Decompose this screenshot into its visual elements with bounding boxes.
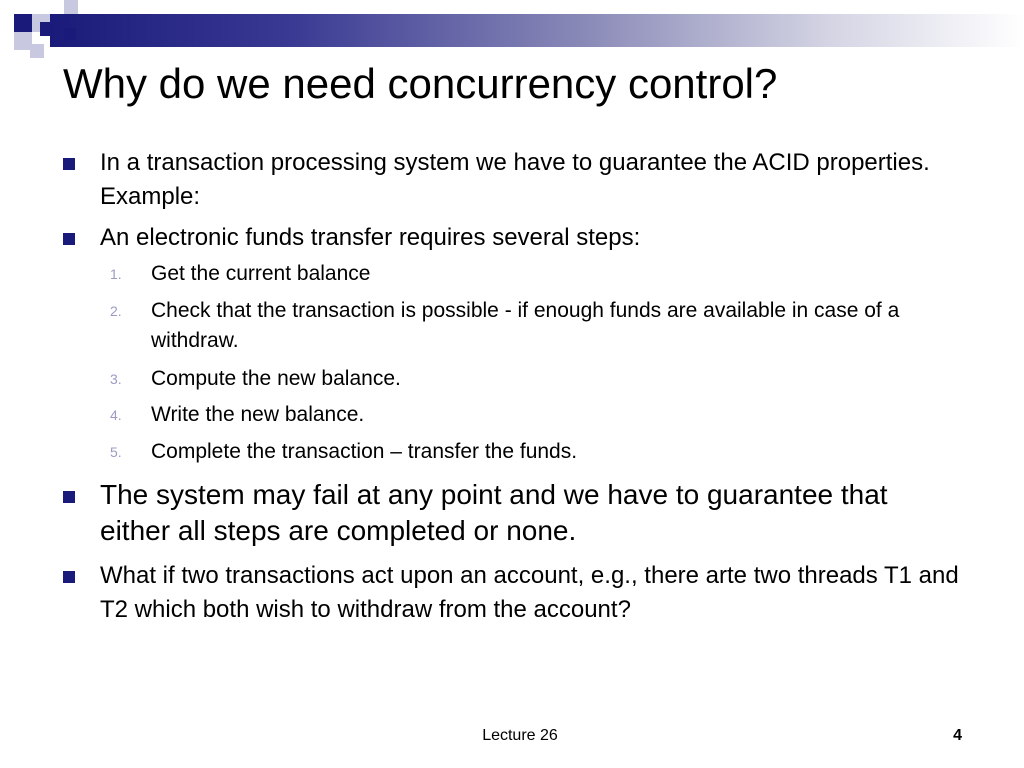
- slide-title: Why do we need concurrency control?: [63, 60, 778, 107]
- step-text: Check that the transaction is possible - if enough funds are available in case of a withdraw.: [151, 299, 900, 352]
- square-bullet-icon: [63, 158, 75, 170]
- step-number: 3.: [110, 371, 122, 387]
- step-text: Get the current balance: [151, 262, 371, 285]
- step-text: Write the new balance.: [151, 403, 365, 426]
- decor-square: [64, 0, 78, 14]
- decor-square: [14, 14, 32, 32]
- decor-square: [30, 44, 44, 58]
- step-number: 2.: [110, 303, 122, 319]
- page-number: 4: [953, 727, 962, 744]
- footer-lecture-label: Lecture 26: [482, 727, 558, 744]
- step-text: Compute the new balance.: [151, 367, 401, 390]
- step-number: 4.: [110, 407, 122, 423]
- decor-square: [40, 22, 54, 36]
- decor-square: [64, 28, 76, 40]
- step-number: 1.: [110, 266, 122, 282]
- step-number: 5.: [110, 444, 122, 460]
- bullet-text: An electronic funds transfer requires several steps:: [100, 224, 641, 251]
- square-bullet-icon: [63, 233, 75, 245]
- square-bullet-icon: [63, 571, 75, 583]
- bullet-text: What if two transactions act upon an account, e.g., there arte two threads T1 and T2 which both wish to withdraw from the account?: [100, 562, 959, 623]
- bullet-text: In a transaction processing system we have to guarantee the ACID properties. Example:: [100, 149, 930, 210]
- header-gradient-bar: [50, 14, 1024, 47]
- step-text: Complete the transaction – transfer the funds.: [151, 440, 578, 463]
- bullet-text: The system may fail at any point and we have to guarantee that either all steps are completed or none.: [100, 479, 888, 546]
- square-bullet-icon: [63, 491, 75, 503]
